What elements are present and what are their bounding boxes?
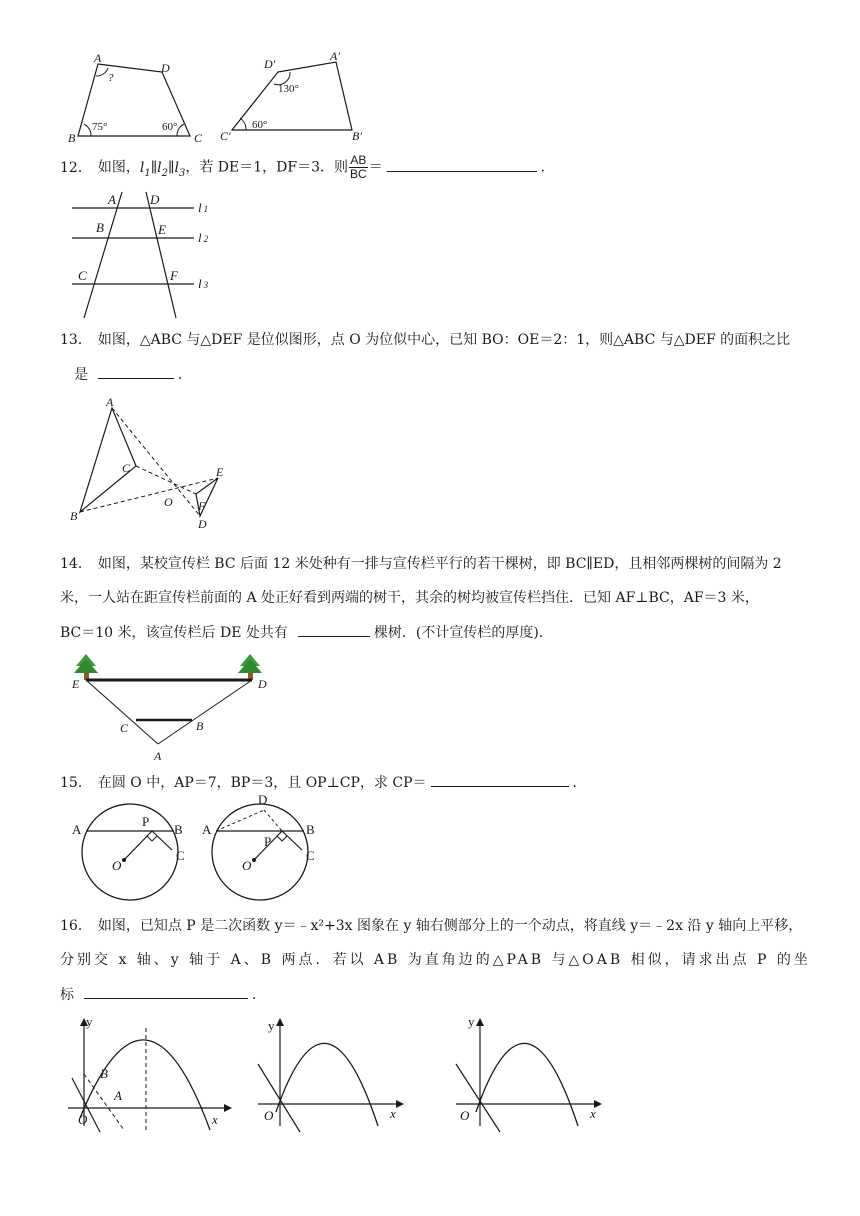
q15-circles — [64, 792, 344, 902]
label-l2: l 2 — [198, 230, 209, 245]
label-A: A — [202, 822, 212, 837]
label-y: y — [268, 1018, 275, 1033]
label-B: B — [68, 131, 76, 145]
q13-line-2: 是 — [74, 367, 88, 383]
label-E: E — [158, 222, 166, 237]
label-D: D — [198, 517, 207, 531]
question-16 — [60, 916, 802, 936]
label-A: A — [72, 822, 82, 837]
label-A: A — [114, 1088, 122, 1103]
q13-figure — [60, 395, 240, 531]
q16-graph-plain — [452, 1014, 612, 1134]
label-E: E — [216, 465, 224, 479]
q11-figure — [60, 48, 380, 148]
label-x: x — [590, 1106, 596, 1121]
label-B: B — [306, 822, 315, 837]
q16-line-3: 标 — [60, 987, 74, 1003]
q12-text-2: 若 DE＝1，DF＝3．则 — [199, 159, 348, 176]
question-number: 13． — [60, 332, 92, 348]
q16-figure-2 — [254, 1014, 414, 1134]
label-x: x — [390, 1106, 396, 1121]
q14-line-3b: 棵树．(不计宣传栏的厚度)． — [373, 625, 553, 641]
label-C: C — [176, 848, 185, 863]
q16-graph-with-line — [64, 1014, 234, 1134]
label-C: C — [306, 848, 315, 863]
question-number: 16． — [60, 918, 92, 934]
q16-line-2: 分别交 x 轴、y 轴于 A、B 两点．若以 AB 为直角边的△PAB 与△OAB 相似，请求出点 P 的坐 — [60, 952, 811, 968]
q14-figure — [64, 652, 284, 763]
label-y: y — [468, 1014, 475, 1029]
label-O: O — [460, 1108, 470, 1123]
answer-blank-12[interactable] — [387, 157, 537, 172]
label-B-prime: B′ — [352, 129, 362, 143]
q12-parallel-lines: $l_1\parallel l_2\parallel l_3$ — [139, 159, 186, 179]
q13-similar-triangles — [60, 395, 240, 531]
q16-figure-1 — [64, 1014, 234, 1134]
label-O: O — [78, 1112, 88, 1127]
label-O: O — [264, 1108, 274, 1123]
label-B: B — [100, 1066, 108, 1081]
question-14-cont-1 — [60, 588, 759, 608]
question-16-cont-1 — [60, 950, 811, 970]
q14-line-2: 米，一人站在距宣传栏前面的 A 处正好看到两端的树干，其余的树均被宣传栏挡住．已知 AF⊥BC，AF＝3 米， — [60, 590, 759, 606]
question-12: 12． 如图，$l_1\parallel l_2\parallel l_3$，若 DE＝1，DF＝3．则 $\frac{AB}{BC}$ ＝ ． — [60, 153, 555, 181]
answer-blank-14[interactable] — [298, 622, 370, 637]
answer-blank-15[interactable] — [431, 772, 569, 787]
label-P: P — [264, 834, 272, 849]
label-C: C — [122, 461, 131, 475]
label-O: O — [112, 858, 122, 873]
label-C: C — [120, 721, 129, 735]
question-13-cont: 是 ． — [74, 364, 192, 385]
label-A: A — [154, 749, 162, 763]
q16-line-1: 如图，已知点 P 是二次函数 y＝﹣x²+3x 图象在 y 轴右侧部分上的一个动点，将直线 y＝﹣2x 沿 y 轴向上平移， — [97, 918, 803, 934]
q15-text: 在圆 O 中，AP＝7，BP＝3，且 OP⊥CP，求 CP＝ — [97, 775, 427, 791]
question-15: 15． 在圆 O 中，AP＝7，BP＝3，且 OP⊥CP，求 CP＝ ． — [60, 772, 587, 793]
question-16-cont-2: 标 ． — [60, 984, 266, 1005]
q14-line-1: 如图，某校宣传栏 BC 后面 12 米处种有一排与宣传栏平行的若干棵树，即 BC∥ED，且相邻两棵树的间隔为 2 — [97, 556, 782, 572]
label-l1: l 1 — [198, 200, 209, 215]
q12-equals: ＝ — [368, 159, 383, 176]
label-D: D — [150, 192, 160, 207]
q11-quadrilaterals — [60, 48, 380, 148]
q13-line-1: 如图，△ABC 与△DEF 是位似图形，点 O 为位似中心，已知 BO：OE＝2：1，则△ABC 与△DEF 的面积之比 — [97, 332, 791, 348]
label-O: O — [164, 495, 173, 509]
q14-line-3a: BC＝10 米，该宣传栏后 DE 处共有 — [60, 625, 288, 641]
label-C-prime: C′ — [220, 129, 231, 143]
label-D: D — [161, 61, 170, 75]
label-A: A — [106, 395, 114, 409]
q12-parallel-lines-diagram — [60, 186, 230, 326]
question-13 — [60, 330, 790, 350]
label-D: D — [258, 677, 267, 691]
label-P: P — [142, 814, 150, 829]
label-question: ? — [108, 72, 114, 84]
label-A: A — [94, 51, 102, 65]
label-F: F — [198, 499, 206, 513]
label-D-prime: D′ — [264, 57, 276, 71]
answer-blank-13[interactable] — [98, 364, 174, 379]
label-angle-B: 75° — [92, 121, 108, 133]
label-B: B — [174, 822, 183, 837]
q16-graph-plain — [254, 1014, 414, 1134]
label-O: O — [242, 858, 252, 873]
q12-figure — [60, 186, 230, 326]
q15-figure — [64, 792, 344, 902]
label-y: y — [86, 1014, 93, 1029]
label-x: x — [212, 1112, 218, 1127]
label-l3: l 3 — [198, 276, 209, 291]
label-angle-C: 60° — [162, 121, 178, 133]
question-number: 14． — [60, 556, 92, 572]
q14-billboard-diagram — [64, 652, 284, 763]
question-14-cont-2 — [60, 622, 553, 643]
question-number: 12． — [60, 159, 92, 176]
q16-figure-3 — [452, 1014, 612, 1134]
label-E: E — [72, 677, 80, 691]
label-A: A — [108, 192, 116, 207]
label-F: F — [170, 268, 178, 283]
label-C: C — [78, 268, 87, 283]
label-B: B — [70, 509, 78, 523]
q12-text-1: 如图， — [97, 159, 140, 176]
label-angle-D-prime: 130° — [278, 83, 299, 95]
label-D: D — [258, 792, 268, 807]
q12-fraction: $\frac{AB}{BC}$ — [350, 153, 367, 181]
label-B: B — [96, 220, 104, 235]
label-B: B — [196, 719, 204, 733]
question-14 — [60, 554, 782, 574]
question-number: 15． — [60, 775, 92, 791]
answer-blank-16[interactable] — [84, 984, 248, 999]
label-angle-C-prime: 60° — [252, 119, 268, 131]
label-A-prime: A′ — [330, 49, 340, 63]
label-C: C — [194, 131, 203, 145]
